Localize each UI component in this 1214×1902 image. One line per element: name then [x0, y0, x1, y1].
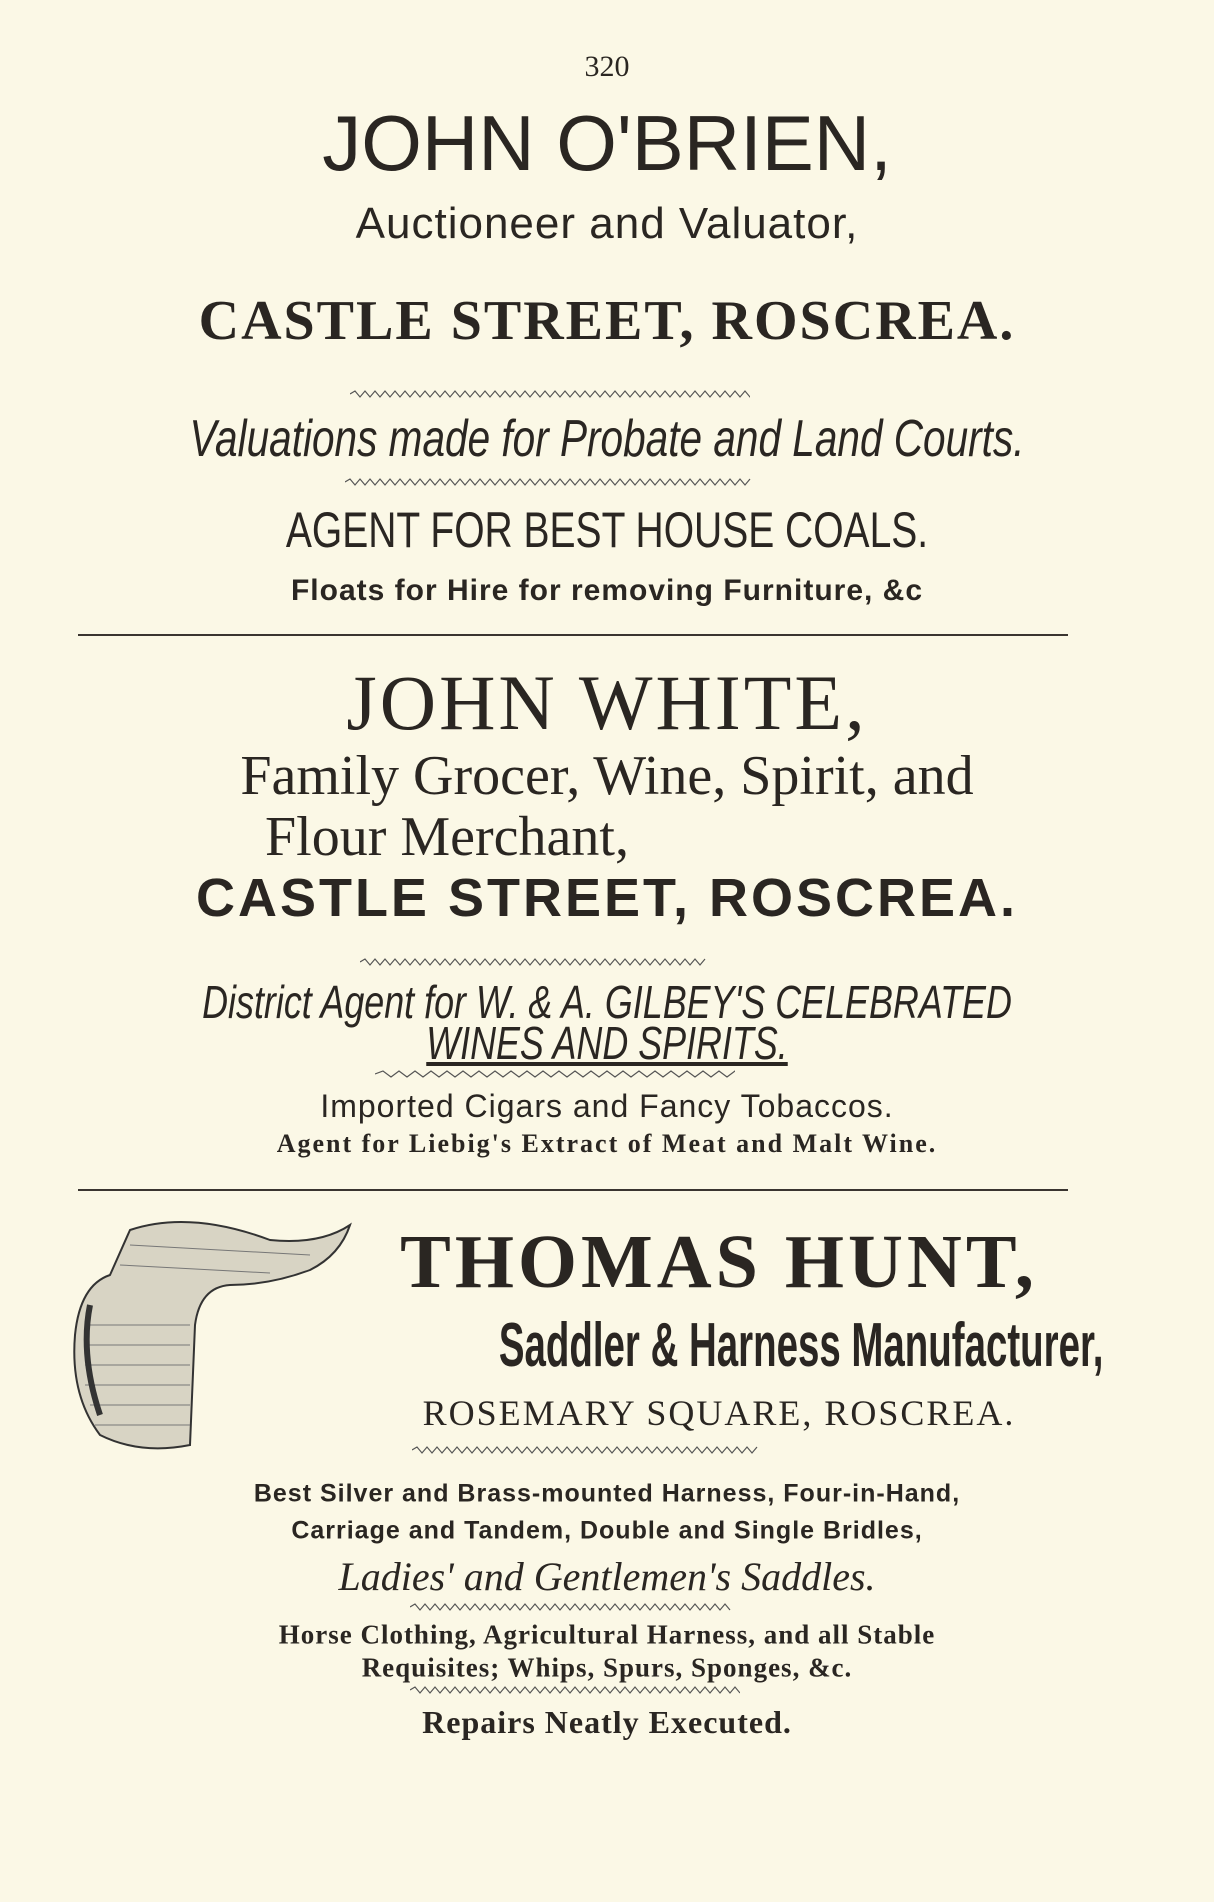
ad1-coals: AGENT FOR BEST HOUSE COALS.: [285, 502, 929, 558]
wavy-divider: [410, 1603, 740, 1611]
ad3-horse-clothing: Horse Clothing, Agricultural Harness, and all Stable: [278, 1619, 936, 1650]
wavy-divider: [360, 958, 770, 966]
page-number: 320: [584, 50, 630, 83]
ad1-floats: Floats for Hire for removing Furniture, &c: [290, 574, 924, 607]
ad3-repairs: Repairs Neatly Executed.: [422, 1704, 792, 1740]
section-divider: [78, 1189, 1068, 1191]
ad2-district-agent: District Agent for W. & A. GILBEY'S CELEBRATED: [202, 976, 1012, 1028]
ad1-title: Auctioneer and Valuator,: [355, 199, 859, 248]
ad2-wines: WINES AND SPIRITS.: [426, 1017, 788, 1069]
wavy-divider: [410, 1686, 740, 1694]
ad1-address: CASTLE STREET, ROSCREA.: [198, 290, 1016, 352]
ad2-cigars: Imported Cigars and Fancy Tobaccos.: [320, 1088, 894, 1124]
ad3-harness: Best Silver and Brass-mounted Harness, Four-in-Hand,: [253, 1479, 961, 1508]
wavy-divider: [345, 478, 755, 486]
ad3-requisites: Requisites; Whips, Spurs, Sponges, &c.: [361, 1652, 853, 1683]
ad1-valuations: Valuations made for Probate and Land Courts.: [189, 410, 1025, 468]
ad2-liebig: Agent for Liebig's Extract of Meat and Malt Wine.: [276, 1129, 938, 1158]
wavy-divider: [412, 1446, 792, 1454]
ad2-address: CASTLE STREET, ROSCREA.: [195, 868, 1019, 928]
ad2-title-2: Flour Merchant,: [265, 806, 629, 868]
ad3-title: Saddler & Harness Manufacturer,: [498, 1311, 1104, 1380]
section-divider: [78, 634, 1068, 636]
wavy-divider: [350, 390, 750, 398]
ad1-name: JOHN O'BRIEN,: [322, 99, 892, 187]
ad3-address: ROSEMARY SQUARE, ROSCREA.: [422, 1393, 1016, 1433]
ad3-bridles: Carriage and Tandem, Double and Single Bridles,: [291, 1516, 923, 1545]
wavy-divider: [375, 1070, 735, 1078]
ad2-title-1: Family Grocer, Wine, Spirit, and: [240, 745, 974, 807]
ad3-saddles: Ladies' and Gentlemen's Saddles.: [338, 1554, 876, 1599]
ad2-name: JOHN WHITE,: [346, 659, 868, 746]
ad3-name: THOMAS HUNT,: [400, 1220, 1038, 1304]
saddle-illustration: [70, 1215, 360, 1455]
